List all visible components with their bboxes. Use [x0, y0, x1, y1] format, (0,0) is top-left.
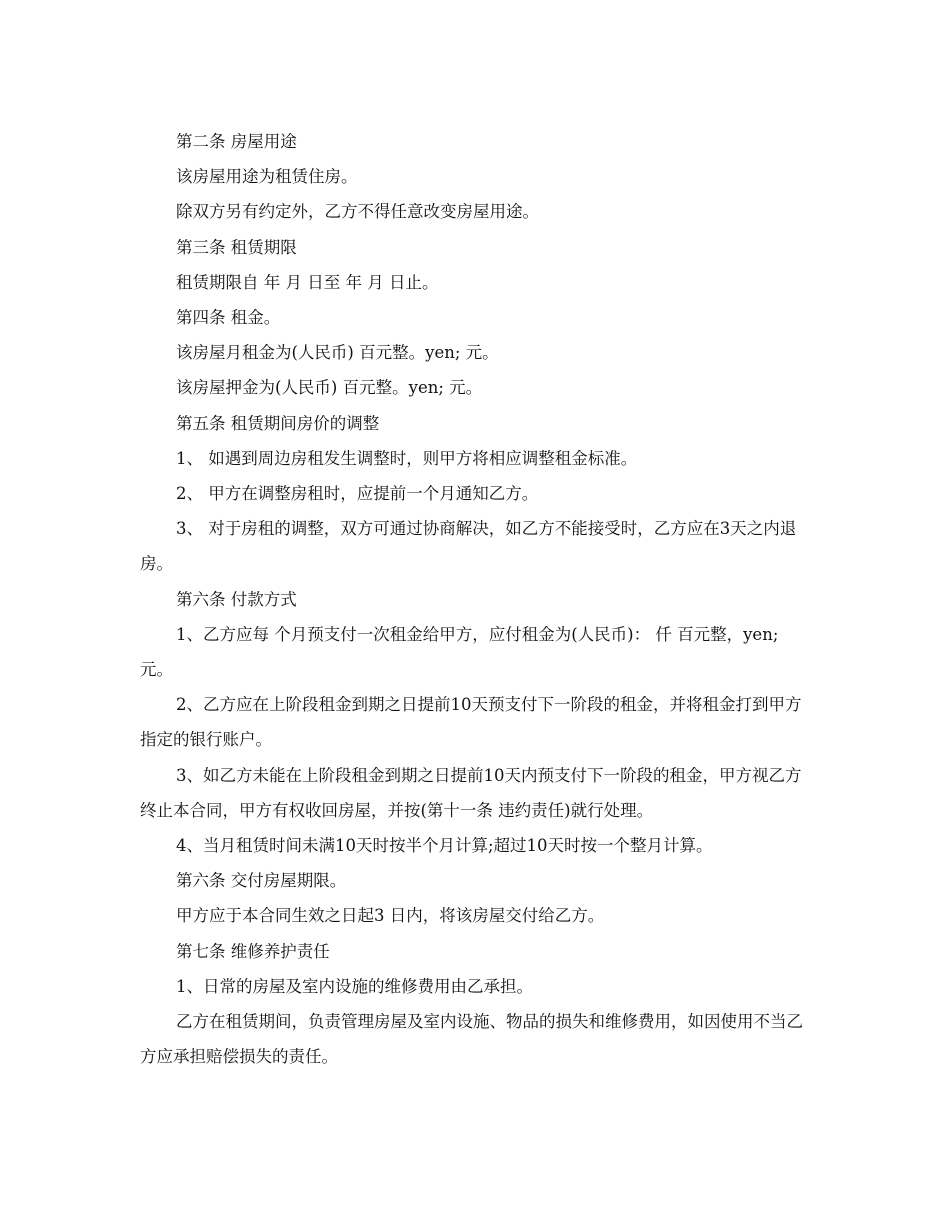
- article-6-heading: 第六条 付款方式: [176, 589, 297, 609]
- list-item: 2、 甲方在调整房租时，应提前一个月通知乙方。: [176, 484, 539, 504]
- list-item: 3、如乙方未能在上阶段租金到期之日提前10天内预支付下一阶段的租金，甲方视乙方终止本合同，甲方有权收回房屋，并按(第十一条 违约责任)就行处理。: [140, 765, 802, 820]
- article-6b-heading: 第六条 交付房屋期限。: [176, 871, 347, 891]
- article-7-heading: 第七条 维修养护责任: [176, 941, 330, 961]
- list-item: 2、乙方应在上阶段租金到期之日提前10天预支付下一阶段的租金，并将租金打到甲方指定的银行账户。: [140, 695, 802, 750]
- list-item: 1、 如遇到周边房租发生调整时，则甲方将相应调整租金标准。: [176, 448, 638, 468]
- paragraph: 租赁期限自 年 月 日至 年 月 日止。: [176, 272, 439, 292]
- article-4-heading: 第四条 租金。: [176, 308, 281, 328]
- article-5-heading: 第五条 租赁期间房价的调整: [176, 413, 380, 433]
- document-body: [140, 124, 812, 1074]
- paragraph: 乙方在租赁期间，负责管理房屋及室内设施、物品的损失和维修费用，如因使用不当乙方应承担赔偿损失的责任。: [140, 1012, 803, 1067]
- paragraph: 该房屋押金为(人民币) 百元整。yen; 元。: [176, 378, 483, 398]
- list-item: 1、乙方应每 个月预支付一次租金给甲方，应付租金为(人民币)： 仟 百元整，yen; 元。: [140, 624, 784, 680]
- paragraph: 甲方应于本合同生效之日起3 日内，将该房屋交付给乙方。: [176, 906, 605, 926]
- paragraph: 除双方另有约定外，乙方不得任意改变房屋用途。: [176, 202, 539, 222]
- article-3-heading: 第三条 租赁期限: [176, 237, 297, 257]
- list-item: 1、日常的房屋及室内设施的维修费用由乙承担。: [176, 976, 533, 996]
- list-item: 3、 对于房租的调整，双方可通过协商解决，如乙方不能接受时，乙方应在3天之内退房。: [140, 519, 797, 574]
- list-item: 4、当月租赁时间未满10天时按半个月计算;超过10天时按一个整月计算。: [176, 836, 713, 856]
- paragraph: 该房屋月租金为(人民币) 百元整。yen; 元。: [176, 343, 499, 363]
- paragraph: 该房屋用途为租赁住房。: [176, 167, 358, 187]
- article-2-heading: 第二条 房屋用途: [176, 132, 297, 151]
